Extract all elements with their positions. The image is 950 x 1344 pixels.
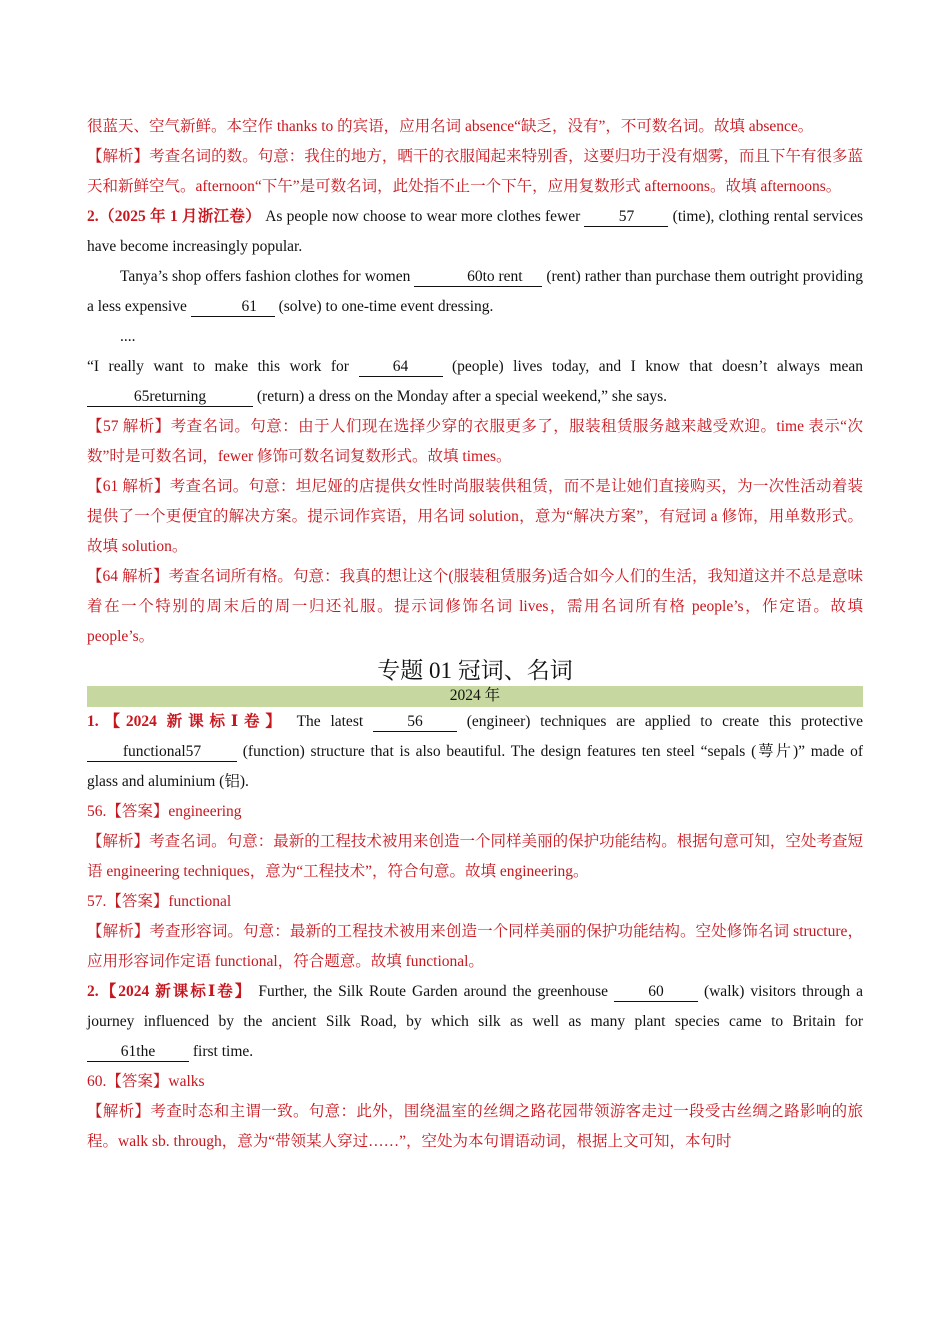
explanation-57: 【解析】考查形容词。句意：最新的工程技术被用来创造一个同样美丽的保护功能结构。空处修饰名词 structure，应用形容词作定语 functional，符合题意。故填 functional。 bbox=[87, 923, 863, 970]
blank-57-functional: functional57 bbox=[87, 743, 237, 762]
question-2025-line-2: Tanya’s shop offers fashion clothes for women 60to rent (rent) rather than purchase them outright providing a less expensive 61 (solve) to one-time event dressing. bbox=[87, 268, 863, 315]
blank-60: 60to rent bbox=[414, 268, 542, 287]
ellipsis: .... bbox=[120, 328, 136, 345]
section-title: 专题 01 冠词、名词 bbox=[377, 658, 573, 683]
question-label: 2.（2025 年 1 月浙江卷） bbox=[87, 208, 262, 225]
explanation-56: 【解析】考查名词。句意：最新的工程技术被用来创造一个同样美丽的保护功能结构。根据句意可知，空处考查短语 engineering techniques，意为“工程技术”，符合句意。故填 engineering。 bbox=[87, 833, 863, 880]
question-2024-2: 2.【2024 新课标Ⅰ卷】 Further, the Silk Route Garden around the greenhouse 60 (walk) visitors through a journey influenced by the ancient Silk Road, by which silk as well as many plant species came to Britain for 61the first time. bbox=[87, 983, 863, 1060]
document-page bbox=[87, 112, 863, 1157]
blank-61-the: 61the bbox=[87, 1043, 189, 1062]
blank-56: 56 bbox=[373, 713, 457, 732]
paragraph-afternoons: 【解析】考查名词的数。句意：我住的地方，晒干的衣服闻起来特别香，这要归功于没有烟雾，而且下午有很多蓝天和新鲜空气。afternoon“下午”是可数名词，此处指不止一个下午，应用复数形式 afternoons。故填 afternoons。 bbox=[87, 148, 863, 195]
blank-57: 57 bbox=[584, 208, 668, 227]
question-label: 2.【2024 新课标Ⅰ卷】 bbox=[87, 983, 253, 1000]
blank-64: 64 bbox=[359, 358, 443, 377]
blank-65: 65returning bbox=[87, 388, 253, 407]
question-label: 1.【2024 新课标Ⅰ卷】 bbox=[87, 713, 287, 730]
year-band: 2024 年 bbox=[87, 686, 863, 707]
question-2025-zhejiang: 2.（2025 年 1 月浙江卷） As people now choose to wear more clothes fewer 57 (time), clothing rental services have become increasingly popular. bbox=[87, 208, 863, 255]
answer-56: 56.【答案】engineering bbox=[87, 803, 242, 820]
blank-61: 61 bbox=[191, 298, 275, 317]
paragraph-absence: 很蓝天、空气新鲜。本空作 thanks to 的宾语，应用名词 absence“缺乏，没有”，不可数名词。故填 absence。 bbox=[87, 118, 814, 135]
explanation-60: 【解析】考查时态和主谓一致。句意：此外，围绕温室的丝绸之路花园带领游客走过一段受古丝绸之路影响的旅程。walk sb. through，意为“带领某人穿过……”，空处为本句谓语动词，根据上文可知，本句时 bbox=[87, 1103, 863, 1150]
answer-57: 57.【答案】functional bbox=[87, 893, 232, 910]
answer-60: 60.【答案】walks bbox=[87, 1073, 205, 1090]
blank-60-walk: 60 bbox=[614, 983, 698, 1002]
analysis-61: 【61 解析】考查名词。句意：坦尼娅的店提供女性时尚服装供租赁，而不是让她们直接购买，为一次性活动着装提供了一个更便宜的解决方案。提示词作宾语，用名词 solution，意为“解决方案”，有冠词 a 修饰，用单数形式。故填 solution。 bbox=[87, 478, 863, 555]
analysis-64: 【64 解析】考查名词所有格。句意：我真的想让这个(服装租赁服务)适合如今人们的生活，我知道这并不总是意味着在一个特别的周末后的周一归还礼服。提示词修饰名词 lives，需用名词所有格 people’s，作定语。故填 people’s。 bbox=[87, 568, 863, 645]
analysis-57: 【57 解析】考查名词。句意：由于人们现在选择少穿的衣服更多了，服装租赁服务越来越受欢迎。time 表示“次数”时是可数名词，fewer 修饰可数名词复数形式。故填 times。 bbox=[87, 418, 863, 465]
question-2025-line-3: “I really want to make this work for 64 (people) lives today, and I know that doesn’t always mean 65returning (return) a dress on the Monday after a special weekend,” she says. bbox=[87, 358, 864, 405]
question-2024-1: 1.【2024 新课标Ⅰ卷】 The latest 56 (engineer) techniques are applied to create this protective functional57 (function) structure that is also beautiful. The design features ten steel “sepals (萼片)” made of glass and aluminium (铝). bbox=[87, 713, 864, 790]
